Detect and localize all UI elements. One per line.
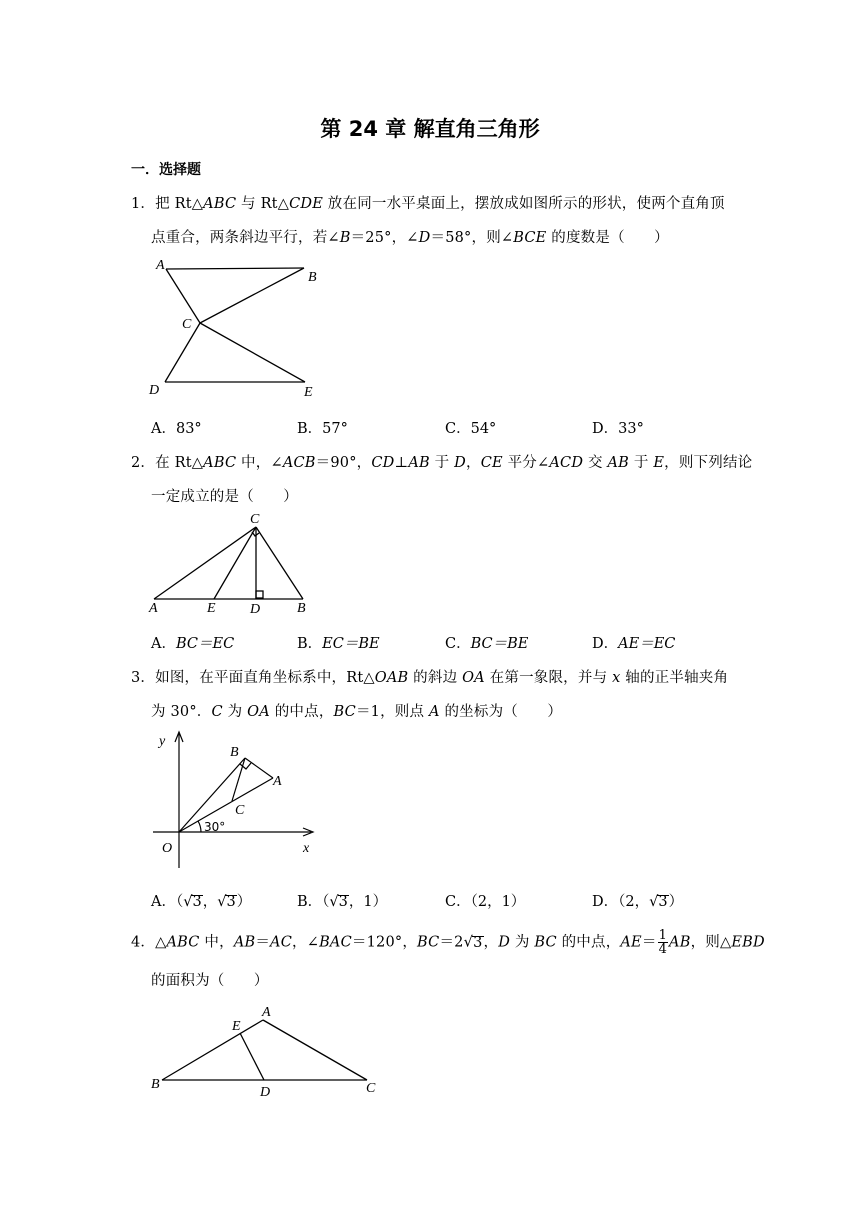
q2-var: E bbox=[653, 455, 665, 471]
q4-var: AB bbox=[669, 934, 691, 951]
sqrt-icon: √ bbox=[183, 894, 193, 910]
q2-text: ， bbox=[466, 455, 481, 471]
q3-text: 如图，在平面直角坐标系中，Rt△ bbox=[155, 670, 375, 686]
q1-option-b[interactable]: B．57° bbox=[297, 421, 348, 437]
q2-segment-ac bbox=[154, 527, 256, 599]
q3-label-b: B bbox=[230, 745, 239, 760]
q3-option-c[interactable]: C．（2，1） bbox=[445, 894, 526, 910]
sqrt-icon: √ bbox=[463, 934, 474, 951]
q3-option-b-rest: ，1） bbox=[348, 894, 388, 910]
sqrt-icon: √ bbox=[329, 894, 339, 910]
q4-label-e: E bbox=[232, 1019, 241, 1034]
q4-var: EBD bbox=[731, 934, 765, 951]
q3-option-a-sep: ， bbox=[202, 894, 218, 910]
q2-segment-ce bbox=[214, 527, 256, 599]
q3-text: 的坐标为（ ） bbox=[439, 704, 563, 720]
q1-text: 放在同一水平桌面上，摆放成如图所示的形状，使两个直角顶 bbox=[322, 196, 725, 212]
q4-line1 bbox=[131, 929, 765, 956]
q1-text: 与 Rt△ bbox=[236, 196, 290, 212]
q3-option-d[interactable] bbox=[592, 890, 683, 911]
q1-segment-ac bbox=[166, 269, 200, 323]
q2-text: ⊥ bbox=[394, 455, 409, 471]
q1-option-d[interactable]: D．33° bbox=[592, 421, 644, 437]
q1-text: 把 Rt△ bbox=[155, 196, 204, 212]
q1-var: B bbox=[339, 230, 351, 246]
q4-text: 的中点， bbox=[556, 934, 621, 951]
q3-figure bbox=[145, 728, 330, 873]
q2-text: ＝90°， bbox=[315, 455, 372, 471]
q4-label-b: B bbox=[151, 1077, 160, 1092]
q1-number: 1． bbox=[131, 196, 156, 212]
q1-text: 的度数是（ ） bbox=[546, 230, 669, 246]
q3-option-d-suffix: ） bbox=[668, 894, 684, 910]
q4-line2: 的面积为（ ） bbox=[151, 973, 269, 989]
q2-var: CE bbox=[480, 455, 503, 471]
q4-radicand: 3 bbox=[473, 934, 483, 951]
q2-option-b[interactable] bbox=[297, 632, 380, 653]
section-heading: 一．选择题 bbox=[131, 162, 201, 178]
q3-text: 为 30°． bbox=[151, 704, 212, 720]
q2-text: 中，∠ bbox=[236, 455, 283, 471]
q1-segment-ce bbox=[200, 323, 305, 382]
q3-var: A bbox=[428, 704, 440, 720]
q4-segment-ba bbox=[162, 1020, 263, 1080]
q3-label-y: y bbox=[159, 734, 166, 749]
q1-line1 bbox=[131, 192, 725, 213]
q4-text: 为 bbox=[510, 934, 535, 951]
q3-var: OA bbox=[247, 704, 270, 720]
q4-frac-denominator: 4 bbox=[658, 942, 668, 957]
q1-segment-ab bbox=[166, 268, 304, 269]
q2-option-b-expr: EC＝BE bbox=[322, 636, 380, 652]
q2-option-c-expr: BC＝BE bbox=[470, 636, 529, 652]
q3-option-b-prefix: B．（ bbox=[297, 894, 330, 910]
q2-option-b-prefix: B． bbox=[297, 636, 323, 652]
q2-label-c: C bbox=[250, 512, 260, 527]
q4-text: ＝ bbox=[255, 934, 271, 951]
q1-option-a[interactable]: A．83° bbox=[151, 421, 202, 437]
q3-segment-oa bbox=[179, 778, 273, 832]
q4-var: BAC bbox=[319, 934, 352, 951]
q1-var: D bbox=[418, 230, 431, 246]
q3-angle-label: 30° bbox=[204, 820, 226, 834]
q1-option-c[interactable]: C．54° bbox=[445, 421, 497, 437]
q2-option-a[interactable] bbox=[151, 632, 234, 653]
q2-option-c[interactable] bbox=[445, 632, 528, 653]
q2-line1 bbox=[131, 451, 752, 472]
q3-segment-ba bbox=[245, 758, 273, 778]
q3-option-b-radicand: 3 bbox=[338, 894, 348, 910]
q3-text: ＝1，则点 bbox=[355, 704, 429, 720]
q3-text: 的斜边 bbox=[408, 670, 463, 686]
q3-option-a-suffix: ） bbox=[236, 894, 252, 910]
q1-figure bbox=[140, 255, 340, 400]
q3-var: C bbox=[211, 704, 223, 720]
q3-option-b[interactable] bbox=[297, 890, 387, 911]
q4-text: ＝120°， bbox=[351, 934, 418, 951]
q3-var: OA bbox=[462, 670, 485, 686]
q2-text: 在 Rt△ bbox=[155, 455, 204, 471]
q4-number: 4． bbox=[131, 934, 156, 951]
q4-label-d: D bbox=[260, 1085, 271, 1100]
q2-label-e: E bbox=[207, 601, 216, 616]
q3-number: 3． bbox=[131, 670, 156, 686]
q2-var: D bbox=[454, 455, 466, 471]
q2-number: 2． bbox=[131, 455, 156, 471]
q1-segment-bc bbox=[200, 268, 304, 323]
q3-label-c: C bbox=[235, 803, 245, 818]
q4-frac-numerator: 1 bbox=[658, 928, 668, 943]
q1-label-a: A bbox=[156, 258, 165, 273]
q3-label-o: O bbox=[162, 841, 173, 856]
q1-label-e: E bbox=[304, 385, 313, 400]
q3-line1 bbox=[131, 666, 728, 687]
q4-text: △ bbox=[155, 934, 167, 951]
q4-var: AC bbox=[270, 934, 293, 951]
q1-label-b: B bbox=[308, 270, 317, 285]
q2-option-d-prefix: D． bbox=[592, 636, 619, 652]
q1-var: ABC bbox=[203, 196, 237, 212]
q3-option-d-radicand: 3 bbox=[658, 894, 668, 910]
q4-segment-ac bbox=[263, 1020, 367, 1080]
q4-figure bbox=[140, 1000, 390, 1105]
q2-label-d: D bbox=[250, 602, 261, 617]
q2-var: CD bbox=[371, 455, 395, 471]
q4-text: ＝2 bbox=[439, 934, 464, 951]
q2-var: AB bbox=[607, 455, 630, 471]
q3-line2 bbox=[151, 700, 562, 721]
q1-label-d: D bbox=[149, 383, 160, 398]
q3-option-d-prefix: D．（2， bbox=[592, 894, 650, 910]
q3-label-x: x bbox=[303, 841, 310, 856]
q4-segment-ed bbox=[240, 1033, 264, 1080]
q3-text: 为 bbox=[222, 704, 248, 720]
q4-fraction bbox=[658, 929, 668, 956]
q4-text: ，∠ bbox=[292, 934, 320, 951]
q4-label-c: C bbox=[366, 1081, 376, 1096]
q3-var: BC bbox=[333, 704, 356, 720]
q1-label-c: C bbox=[182, 317, 192, 332]
q2-option-d[interactable] bbox=[592, 632, 675, 653]
q1-text: ＝58°，则∠ bbox=[430, 230, 514, 246]
q2-right-angle-mark bbox=[256, 591, 263, 598]
q2-label-a: A bbox=[149, 601, 158, 616]
q2-var: AB bbox=[408, 455, 430, 471]
q4-var: D bbox=[498, 934, 511, 951]
q2-segment-cb bbox=[256, 527, 303, 599]
q3-option-a-radicand-1: 3 bbox=[192, 894, 202, 910]
q3-label-a: A bbox=[273, 774, 282, 789]
q4-text: ， bbox=[483, 934, 499, 951]
q4-text: ，则△ bbox=[690, 934, 732, 951]
q1-text: 点重合，两条斜边平行，若∠ bbox=[151, 230, 340, 246]
q4-text: ＝ bbox=[641, 934, 657, 951]
q4-var: ABC bbox=[166, 934, 200, 951]
q1-var: BCE bbox=[513, 230, 547, 246]
q3-option-a[interactable] bbox=[151, 890, 251, 911]
q3-text: 轴的正半轴夹角 bbox=[620, 670, 729, 686]
page-title: 第 24 章 解直角三角形 bbox=[320, 117, 540, 141]
q2-figure bbox=[140, 508, 320, 618]
q4-var: BC bbox=[534, 934, 557, 951]
sqrt-icon: √ bbox=[217, 894, 227, 910]
q3-option-a-prefix: A．（ bbox=[151, 894, 184, 910]
q2-var: ABC bbox=[203, 455, 237, 471]
q3-angle-arc bbox=[198, 821, 201, 832]
q4-var: AB bbox=[233, 934, 256, 951]
q4-text: 中， bbox=[199, 934, 234, 951]
q2-text: 于 bbox=[429, 455, 455, 471]
q4-var: AE bbox=[620, 934, 642, 951]
q2-var: ACD bbox=[549, 455, 584, 471]
q2-option-a-prefix: A． bbox=[151, 636, 176, 652]
sqrt-icon: √ bbox=[649, 894, 659, 910]
q1-line2 bbox=[151, 226, 669, 247]
q1-text: ＝25°，∠ bbox=[350, 230, 419, 246]
q3-var: x bbox=[612, 670, 621, 686]
q2-option-c-prefix: C． bbox=[445, 636, 471, 652]
q3-text: 在第一象限，并与 bbox=[484, 670, 613, 686]
q2-option-a-expr: BC＝EC bbox=[175, 636, 235, 652]
q2-text: 于 bbox=[629, 455, 654, 471]
q2-text: 平分∠ bbox=[502, 455, 550, 471]
q2-label-b: B bbox=[297, 601, 306, 616]
q4-label-a: A bbox=[262, 1005, 271, 1020]
q2-option-d-expr: AE＝EC bbox=[618, 636, 676, 652]
q3-text: 的中点， bbox=[269, 704, 334, 720]
q3-option-a-radicand-2: 3 bbox=[226, 894, 236, 910]
q2-text: ，则下列结论 bbox=[664, 455, 753, 471]
q2-var: ACB bbox=[282, 455, 316, 471]
q1-var: CDE bbox=[289, 196, 323, 212]
q2-text: 交 bbox=[583, 455, 608, 471]
q4-var: BC bbox=[417, 934, 440, 951]
q2-line2: 一定成立的是（ ） bbox=[151, 489, 298, 505]
q3-var: OAB bbox=[374, 670, 409, 686]
